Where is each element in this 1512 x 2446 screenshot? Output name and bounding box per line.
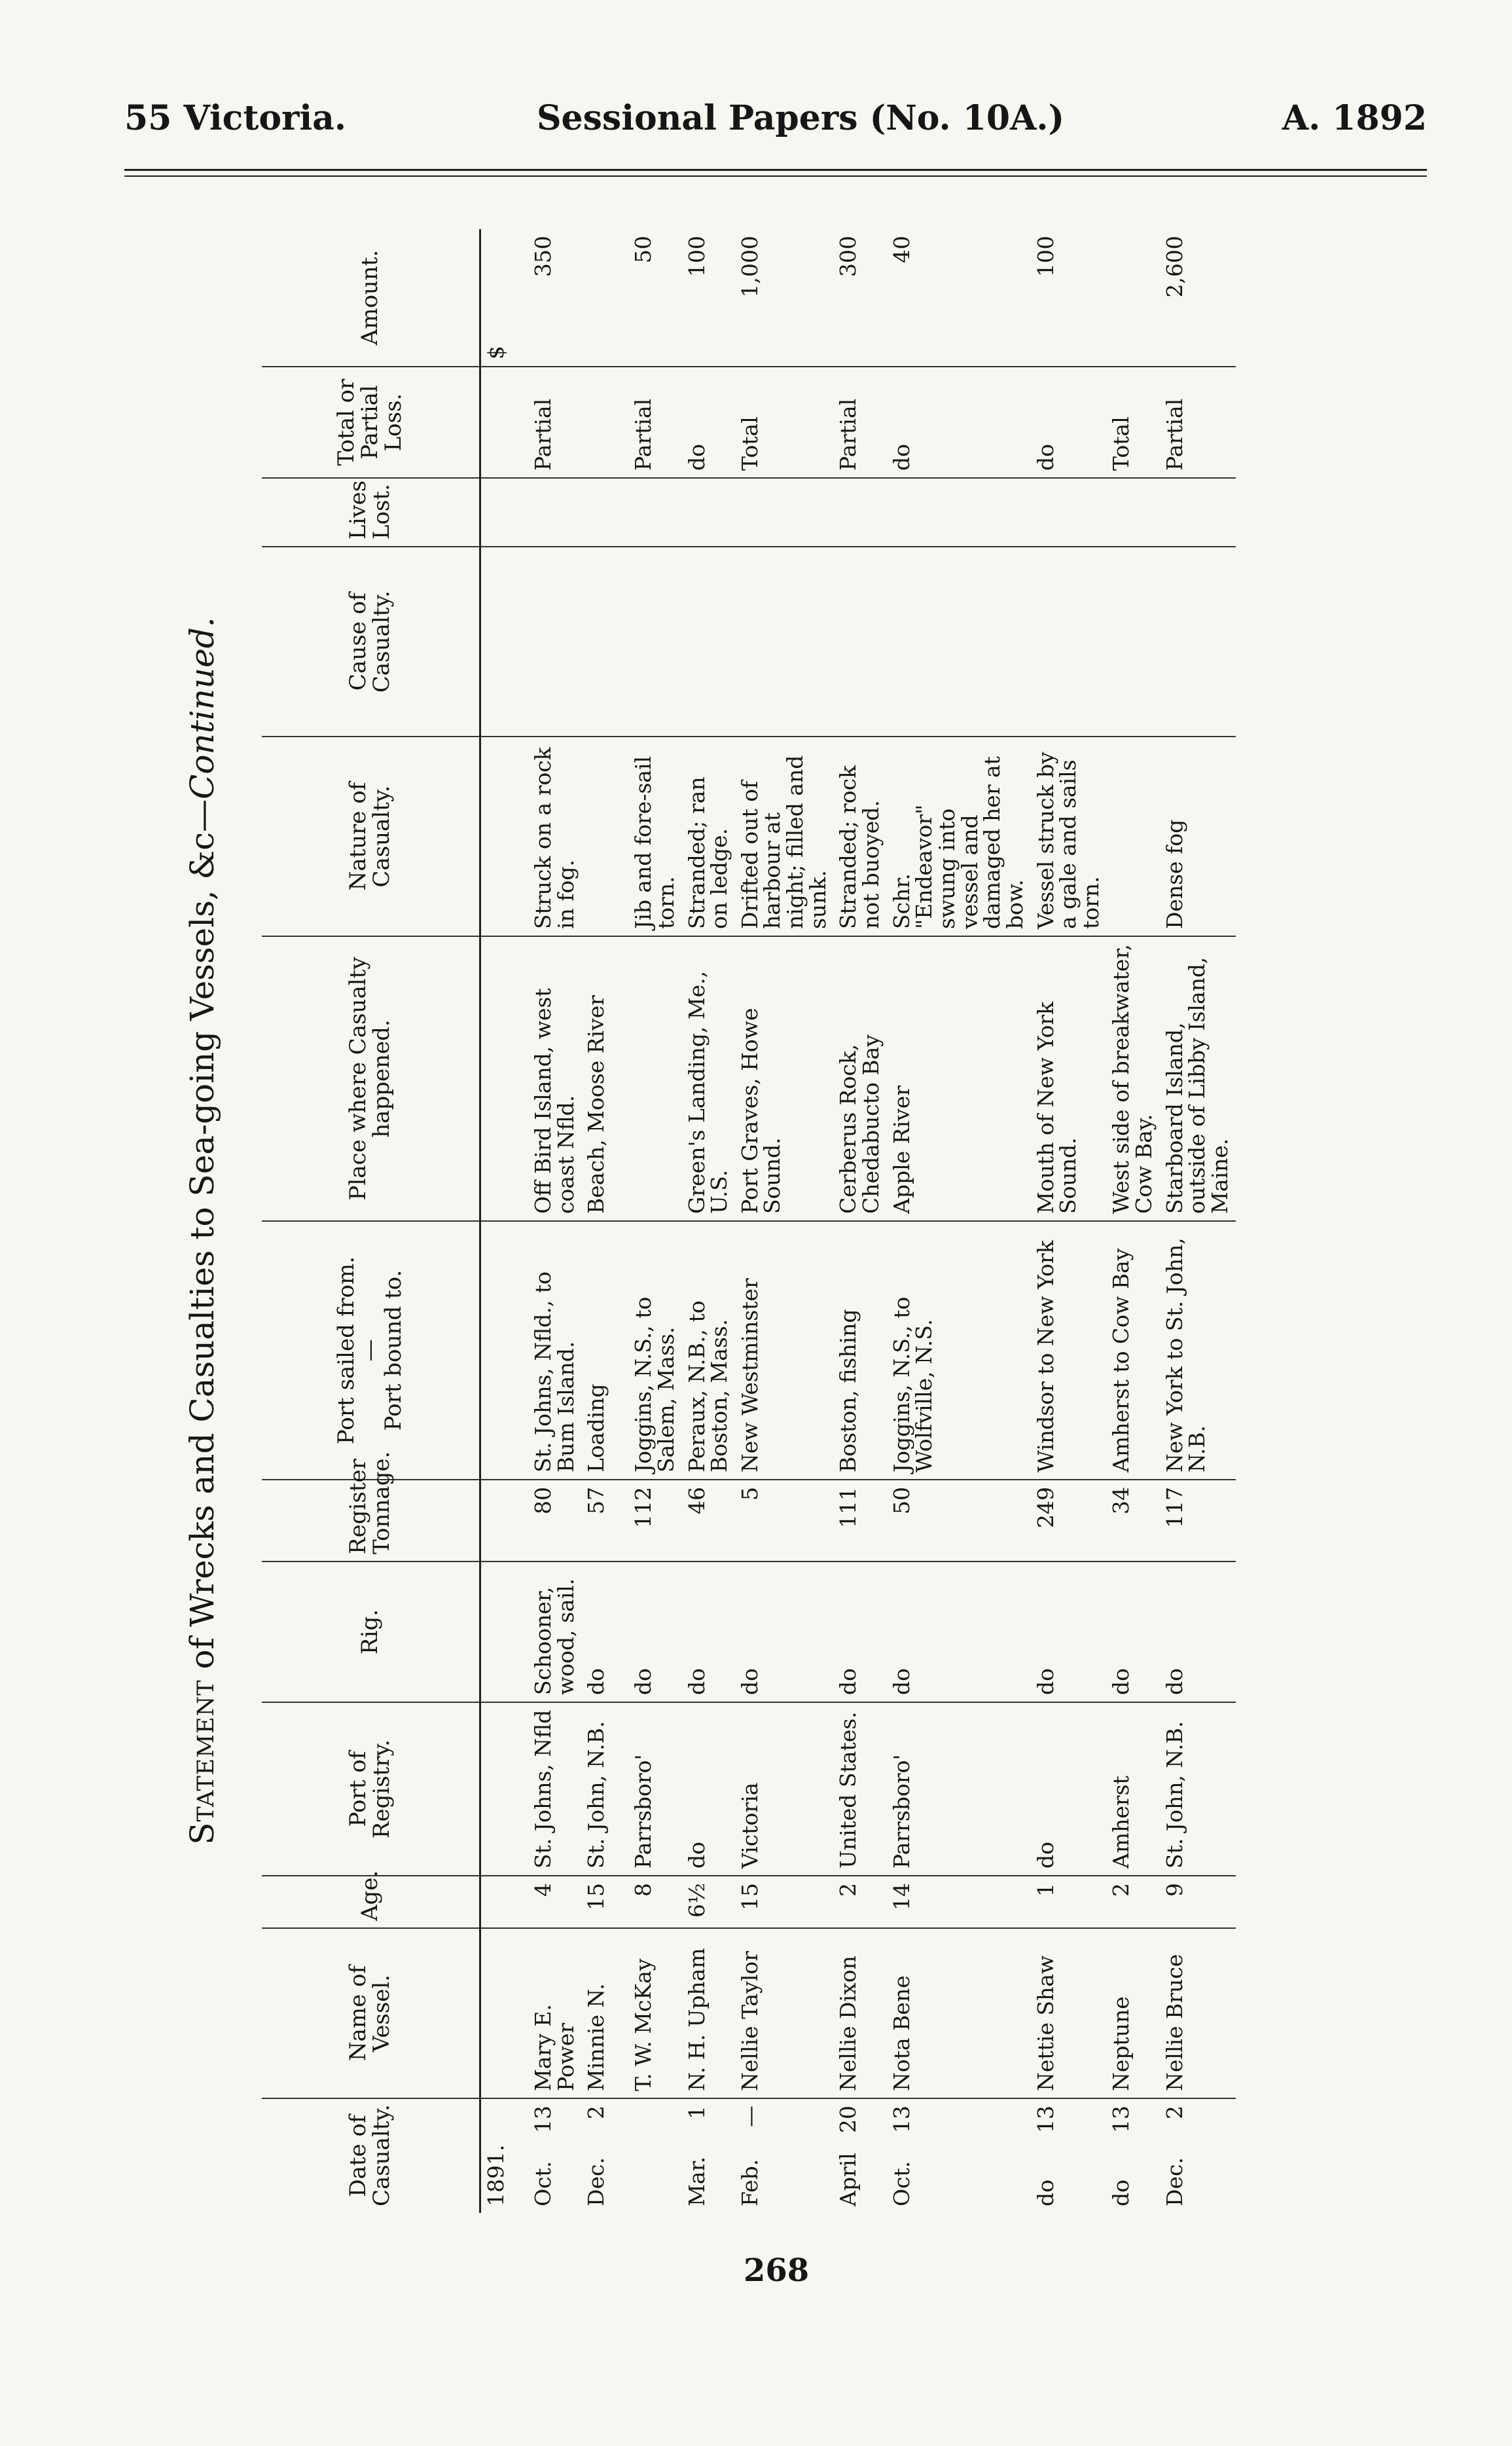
date-cell (833, 2098, 886, 2213)
tonnage-cell: 50 (887, 1480, 1031, 1561)
place-cell: Cerberus Rock, Chedabucto Bay (833, 936, 886, 1221)
nature-cell: Drifted out of harbour at night; filled and sunk. (735, 737, 834, 936)
tonnage-cell: 46 (682, 1480, 735, 1561)
rig-cell: Schooner, wood, sail. (528, 1561, 581, 1702)
month: April (835, 2153, 861, 2206)
nature-cell: Struck on a rock in fog. (528, 737, 581, 936)
age-cell: 2 (833, 1876, 886, 1928)
table-row (1106, 229, 1159, 2213)
amount-cell (581, 229, 628, 367)
lives-cell (581, 478, 628, 547)
table-row (581, 229, 628, 2213)
age-cell: 9 (1160, 1876, 1236, 1928)
month: Dec. (1161, 2157, 1187, 2206)
amount-cell: 1,000 (735, 229, 834, 367)
name-cell: Nota Bene (887, 1928, 1031, 2098)
page-number: 268 (744, 2252, 810, 2289)
loss-cell (581, 367, 628, 478)
voyage-cell: Loading (581, 1221, 628, 1480)
nature-cell (1106, 737, 1159, 936)
amount-cell: 2,600 (1160, 229, 1236, 367)
cause-cell (628, 547, 681, 737)
table-row (833, 229, 886, 2213)
age-cell: 15 (735, 1876, 834, 1928)
lives-cell (1106, 478, 1159, 547)
col-lives: Lives Lost. (262, 478, 480, 547)
lives-cell (887, 478, 1031, 547)
voyage-cell: St. Johns, Nfld., to Bum Island. (528, 1221, 581, 1480)
col-tonnage: Register Tonnage. (262, 1480, 480, 1561)
col-voyage: Port sailed from. — Port bound to. (262, 1221, 480, 1480)
tonnage-cell: 249 (1031, 1480, 1107, 1561)
session-label: 55 Victoria. (124, 98, 346, 138)
day: 13 (1032, 2106, 1058, 2133)
col-age: Age. (262, 1876, 480, 1928)
place-cell: Port Graves, Howe Sound. (735, 936, 834, 1221)
amount-cell: 350 (528, 229, 581, 367)
rig-cell: do (1106, 1561, 1159, 1702)
day: 1 (683, 2106, 710, 2119)
place-cell: Starboard Island, outside of Libby Island, Maine. (1160, 936, 1236, 1221)
nature-cell (581, 737, 628, 936)
tonnage-cell: 57 (581, 1480, 628, 1561)
table-row (628, 229, 681, 2213)
age-cell: 14 (887, 1876, 1031, 1928)
date-cell (682, 2098, 735, 2213)
sessional-papers-label: Sessional Papers (No. 10A.) (537, 98, 1065, 138)
rotated-statement (183, 196, 1427, 2213)
age-cell: 1 (1031, 1876, 1107, 1928)
year-label: 1891. (483, 2144, 509, 2206)
age-cell: 4 (528, 1876, 581, 1928)
name-cell: Nellie Dixon (833, 1928, 886, 2098)
age-cell: 15 (581, 1876, 628, 1928)
rig-cell: do (1031, 1561, 1107, 1702)
voyage-cell: Amherst to Cow Bay (1106, 1221, 1159, 1480)
lives-cell (833, 478, 886, 547)
rig-cell: do (682, 1561, 735, 1702)
cause-cell (528, 547, 581, 737)
place-cell: Apple River (887, 936, 1031, 1221)
rig-cell: do (628, 1561, 681, 1702)
tonnage-cell: 111 (833, 1480, 886, 1561)
year-label: A. 1892 (1282, 98, 1427, 138)
loss-cell: Total (735, 367, 834, 478)
date-cell (887, 2098, 1031, 2213)
voyage-cell: New Westminster (735, 1221, 834, 1480)
port-registry-cell: St. Johns, Nfld (528, 1702, 581, 1876)
amount-cell: 100 (682, 229, 735, 367)
col-cause: Cause of Casualty. (262, 547, 480, 737)
date-cell (581, 2098, 628, 2213)
loss-cell: Partial (833, 367, 886, 478)
year-row (480, 229, 529, 2213)
month: Mar. (683, 2156, 710, 2206)
table-row (1160, 229, 1236, 2213)
statement-title: Statement of Wrecks and Casualties to Sea-going Vessels, &c—Continued. (183, 617, 221, 1845)
loss-cell: Partial (628, 367, 681, 478)
nature-cell: Dense fog (1160, 737, 1236, 936)
nature-cell: Jib and fore-sail torn. (628, 737, 681, 936)
cause-cell (581, 547, 628, 737)
voyage-cell: Windsor to New York (1031, 1221, 1107, 1480)
name-cell: Neptune (1106, 1928, 1159, 2098)
age-cell: 6½ (682, 1876, 735, 1928)
age-cell: 8 (628, 1876, 681, 1928)
day: 20 (835, 2106, 861, 2133)
header-row (262, 229, 480, 2213)
name-cell: Nellie Bruce (1160, 1928, 1236, 2098)
nature-cell: Stranded; ran on ledge. (682, 737, 735, 936)
day: 13 (530, 2106, 556, 2133)
month: Feb. (736, 2159, 763, 2206)
lives-cell (735, 478, 834, 547)
cause-cell (833, 547, 886, 737)
place-cell: Beach, Moose River (581, 936, 628, 1221)
date-cell (1160, 2098, 1236, 2213)
voyage-cell: Boston, fishing (833, 1221, 886, 1480)
tonnage-cell: 5 (735, 1480, 834, 1561)
col-rig: Rig. (262, 1561, 480, 1702)
tonnage-cell: 34 (1106, 1480, 1159, 1561)
voyage-cell: Peraux, N.B., to Boston, Mass. (682, 1221, 735, 1480)
nature-cell: Stranded; rock not buoyed. (833, 737, 886, 936)
rig-cell: do (887, 1561, 1031, 1702)
col-loss: Total or Partial Loss. (262, 367, 480, 478)
day: 13 (1108, 2106, 1134, 2133)
lives-cell (1160, 478, 1236, 547)
day: 2 (583, 2106, 609, 2119)
port-registry-cell: do (682, 1702, 735, 1876)
lives-cell (1031, 478, 1107, 547)
dollar-sign: $ (480, 229, 529, 367)
port-registry-cell: St. John, N.B. (1160, 1702, 1236, 1876)
loss-cell: Total (1106, 367, 1159, 478)
month: do (1108, 2180, 1134, 2206)
port-registry-cell: United States. (833, 1702, 886, 1876)
name-cell: Nettie Shaw (1031, 1928, 1107, 2098)
cause-cell (1031, 547, 1107, 737)
date-cell (628, 2098, 681, 2213)
amount-cell: 300 (833, 229, 886, 367)
tonnage-cell: 80 (528, 1480, 581, 1561)
port-registry-cell: Victoria (735, 1702, 834, 1876)
day: — (736, 2106, 763, 2127)
tonnage-cell: 112 (628, 1480, 681, 1561)
table-row (682, 229, 735, 2213)
amount-cell: 100 (1031, 229, 1107, 367)
col-amount: Amount. (262, 229, 480, 367)
casualty-table (262, 229, 1236, 2213)
place-cell (628, 936, 681, 1221)
voyage-cell: Joggins, N.S., to Salem, Mass. (628, 1221, 681, 1480)
port-registry-cell: Parrsboro' (628, 1702, 681, 1876)
table-row (887, 229, 1031, 2213)
amount-cell: 40 (887, 229, 1031, 367)
name-cell: N. H. Upham (682, 1928, 735, 2098)
col-nature: Nature of Casualty. (262, 737, 480, 936)
page-header (124, 98, 1427, 157)
date-cell (1031, 2098, 1107, 2213)
lives-cell (628, 478, 681, 547)
port-registry-cell: Parrsboro' (887, 1702, 1031, 1876)
loss-cell: Partial (528, 367, 581, 478)
rig-cell: do (735, 1561, 834, 1702)
rig-cell: do (1160, 1561, 1236, 1702)
col-date: Date of Casualty. (262, 2098, 480, 2213)
table-row (1031, 229, 1107, 2213)
place-cell: Off Bird Island, west coast Nfld. (528, 936, 581, 1221)
name-cell: Mary E. Power (528, 1928, 581, 2098)
place-cell: West side of breakwater, Cow Bay. (1106, 936, 1159, 1221)
place-cell: Green's Landing, Me., U.S. (682, 936, 735, 1221)
amount-cell: 50 (628, 229, 681, 367)
month: Oct. (888, 2161, 914, 2206)
rig-cell: do (581, 1561, 628, 1702)
cause-cell (1160, 547, 1236, 737)
tonnage-cell: 117 (1160, 1480, 1236, 1561)
month: Oct. (530, 2161, 556, 2206)
port-registry-cell: do (1031, 1702, 1107, 1876)
header-rule (124, 169, 1427, 171)
date-cell (528, 2098, 581, 2213)
loss-cell: do (682, 367, 735, 478)
age-cell: 2 (1106, 1876, 1159, 1928)
col-name: Name of Vessel. (262, 1928, 480, 2098)
port-registry-cell: St. John, N.B. (581, 1702, 628, 1876)
place-cell: Mouth of New York Sound. (1031, 936, 1107, 1221)
port-registry-cell: Amherst (1106, 1702, 1159, 1876)
month: do (1032, 2180, 1058, 2206)
table-row (735, 229, 834, 2213)
lives-cell (528, 478, 581, 547)
name-cell: Minnie N. (581, 1928, 628, 2098)
header-rule-thin (124, 175, 1427, 177)
voyage-cell: Joggins, N.S., to Wolfville, N.S. (887, 1221, 1031, 1480)
cause-cell (887, 547, 1031, 737)
cause-cell (682, 547, 735, 737)
day: 2 (1161, 2106, 1187, 2119)
nature-cell: Vessel struck by a gale and sails torn. (1031, 737, 1107, 936)
amount-cell (1106, 229, 1159, 367)
date-cell (1106, 2098, 1159, 2213)
col-place: Place where Casualty happened. (262, 936, 480, 1221)
cause-cell (735, 547, 834, 737)
name-cell: T. W. McKay (628, 1928, 681, 2098)
name-cell: Nellie Taylor (735, 1928, 834, 2098)
loss-cell: Partial (1160, 367, 1236, 478)
col-port-registry: Port of Registry. (262, 1702, 480, 1876)
loss-cell: do (1031, 367, 1107, 478)
loss-cell: do (887, 367, 1031, 478)
month: Dec. (583, 2157, 609, 2206)
lives-cell (682, 478, 735, 547)
voyage-cell: New York to St. John, N.B. (1160, 1221, 1236, 1480)
date-cell (735, 2098, 834, 2213)
table-row (528, 229, 581, 2213)
nature-cell: Schr. "Endeavor" swung into vessel and damaged her at bow. (887, 737, 1031, 936)
rig-cell: do (833, 1561, 886, 1702)
day: 13 (888, 2106, 914, 2133)
cause-cell (1106, 547, 1159, 737)
